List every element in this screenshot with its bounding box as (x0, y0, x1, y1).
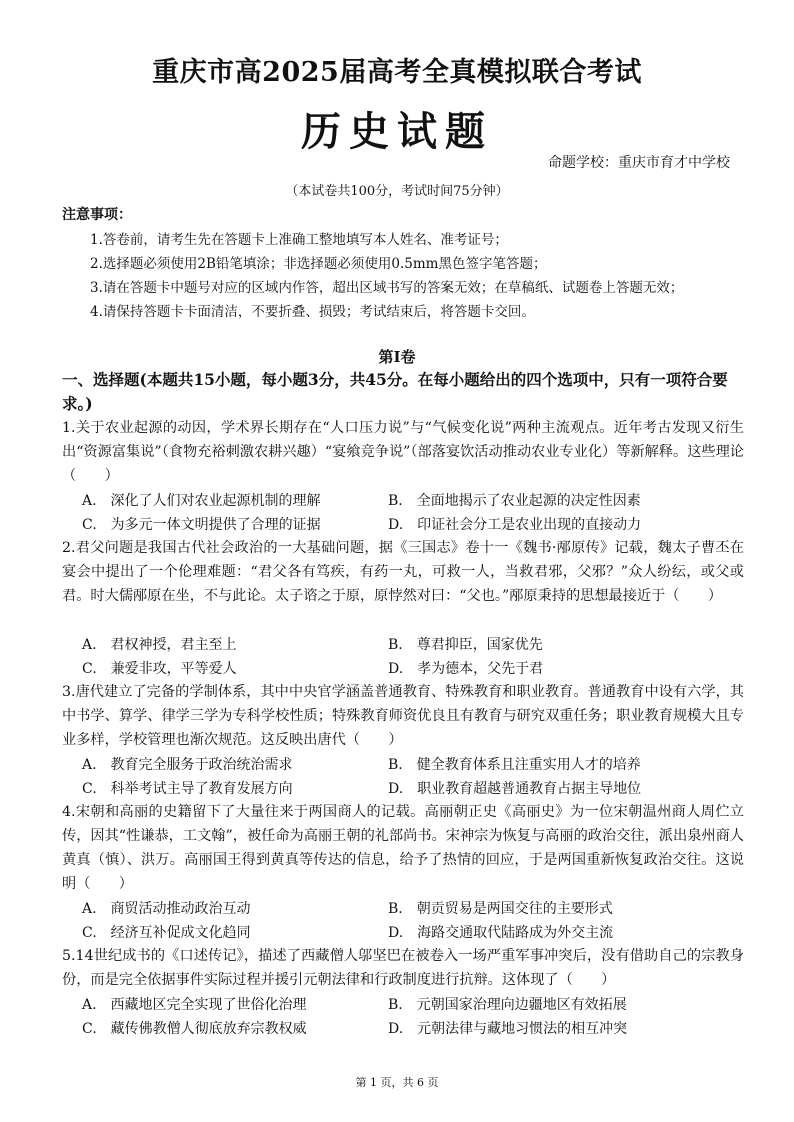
attention-item: 1.答卷前，请考生先在答题卡上准确工整地填写本人姓名、准考证号； (90, 232, 508, 248)
volume-heading: 第Ⅰ卷 (378, 348, 416, 366)
question-4-option-d: D. 海路交通取代陆路成为外交主流 (388, 925, 614, 941)
exam-title: 重庆市高2025届高考全真模拟联合考试 (152, 57, 642, 88)
question-2-option-c: C. 兼爱非攻，平等爱人 (82, 661, 237, 677)
question-2-option-b: B. 尊君抑臣，国家优先 (388, 637, 543, 653)
question-4-option-b: B. 朝贡贸易是两国交往的主要形式 (388, 901, 613, 917)
question-4-stem: 4.宋朝和高丽的史籍留下了大量往来于两国商人的记载。高丽朝正史《高丽史》为一位宋朝温州商人周伫立传，因其“性谦恭，工文翰”，被任命为高丽王朝的礼部尚书。宋神宗为恢复与高丽的政治交往，派出泉州商人黄真（慎）、洪万。高丽国王得到黄真等传达的信息，给予了热情的回应，于是两国重新恢复政治交往。这说明（ ） (62, 804, 744, 892)
attention-title: 注意事项： (62, 207, 132, 223)
question-3-option-a: A. 教育完全服务于政治统治需求 (82, 757, 293, 773)
question-3-option-b: B. 健全教育体系且注重实用人才的培养 (388, 757, 641, 773)
question-3-stem: 3.唐代建立了完备的学制体系，其中中央官学涵盖普通教育、特殊教育和职业教育。普通教育中设有六学，其中书学、算学、律学三学为专科学校性质；特殊教育师资优良且有教育与研究双重任务；职业教育规模大且专业多样，学校管理也渐次规范。这反映出唐代（ ） (62, 684, 744, 748)
question-5-option-a: A. 西藏地区完全实现了世俗化治理 (82, 997, 307, 1013)
question-2-stem: 2.君父问题是我国古代社会政治的一大基础问题，据《三国志》卷十一《魏书·邴原传》记载，魏太子曹丕在宴会中提出了一个伦理难题：“君父各有笃疾，有药一丸，可救一人，当救君邪，父邪？”众人纷纭，或父或君。时大儒邴原在坐，不与此论。太子谘之于原，原悖然对曰：“父也。”邴原秉持的思想最接近于（ ） (62, 540, 744, 604)
question-1-option-a: A. 深化了人们对农业起源机制的理解 (82, 493, 321, 509)
question-1-option-c: C. 为多元一体文明提供了合理的证据 (82, 517, 321, 533)
question-3-option-d: D. 职业教育超越普通教育占据主导地位 (388, 781, 642, 797)
question-5-stem: 5.14世纪成书的《口述传记》，描述了西藏僧人邬坚巴在被卷入一场严重军事冲突后，没有借助自己的宗教身份，而是完全依据事件实际过程并援引元朝法律和行政制度进行抗辩。这体现了（ ） (62, 948, 744, 988)
question-2-option-d: D. 孝为德本，父先于君 (388, 661, 544, 677)
question-1-option-d: D. 印证社会分工是农业出现的直接动力 (388, 517, 642, 533)
question-1-option-b: B. 全面地揭示了农业起源的决定性因素 (388, 493, 641, 509)
attention-item: 3.请在答题卡中题号对应的区域内作答，超出区域书写的答案无效；在草稿纸、试题卷上答题无效； (90, 280, 684, 296)
question-3-option-c: C. 科举考试主导了教育发展方向 (82, 781, 293, 797)
question-1-stem: 1.关于农业起源的动因，学术界长期存在“人口压力说”与“气候变化说”两种主流观点。近年考古发现又衍生出“资源富集说”（食物充裕刺激农耕兴趣）“宴飨竞争说”（部落宴饮活动推动农业专业化）等新解释。这些理论（ ） (62, 420, 744, 484)
question-5-option-c: C. 藏传佛教僧人彻底放弃宗教权威 (82, 1021, 307, 1037)
question-4-option-c: C. 经济互补促成文化趋同 (82, 925, 251, 941)
question-2-option-a: A. 君权神授，君主至上 (82, 637, 237, 653)
section-heading: 一、选择题(本题共15小题，每小题3分，共45分。在每小题给出的四个选项中，只有一项符合要求。) (62, 370, 728, 413)
question-5-option-d: D. 元朝法律与藏地习惯法的相互冲突 (388, 1021, 628, 1037)
question-4-option-a: A. 商贸活动推动政治互动 (82, 901, 251, 917)
question-5-option-b: B. 元朝国家治理向边疆地区有效拓展 (388, 997, 627, 1013)
attention-item: 2.选择题必须使用2B铅笔填涂；非选择题必须使用0.5mm黑色签字笔答题； (90, 256, 547, 272)
subject-title: 历史试题 (301, 108, 493, 155)
school-label: 命题学校：重庆市育才中学校 (548, 155, 730, 171)
attention-item: 4.请保持答题卡卡面清洁，不要折叠、损毁；考试结束后，将答题卡交回。 (90, 304, 535, 320)
page-footer: 第 1 页，共 6 页 (355, 1076, 439, 1089)
exam-note: （本试卷共100分，考试时间75分钟） (285, 184, 509, 199)
